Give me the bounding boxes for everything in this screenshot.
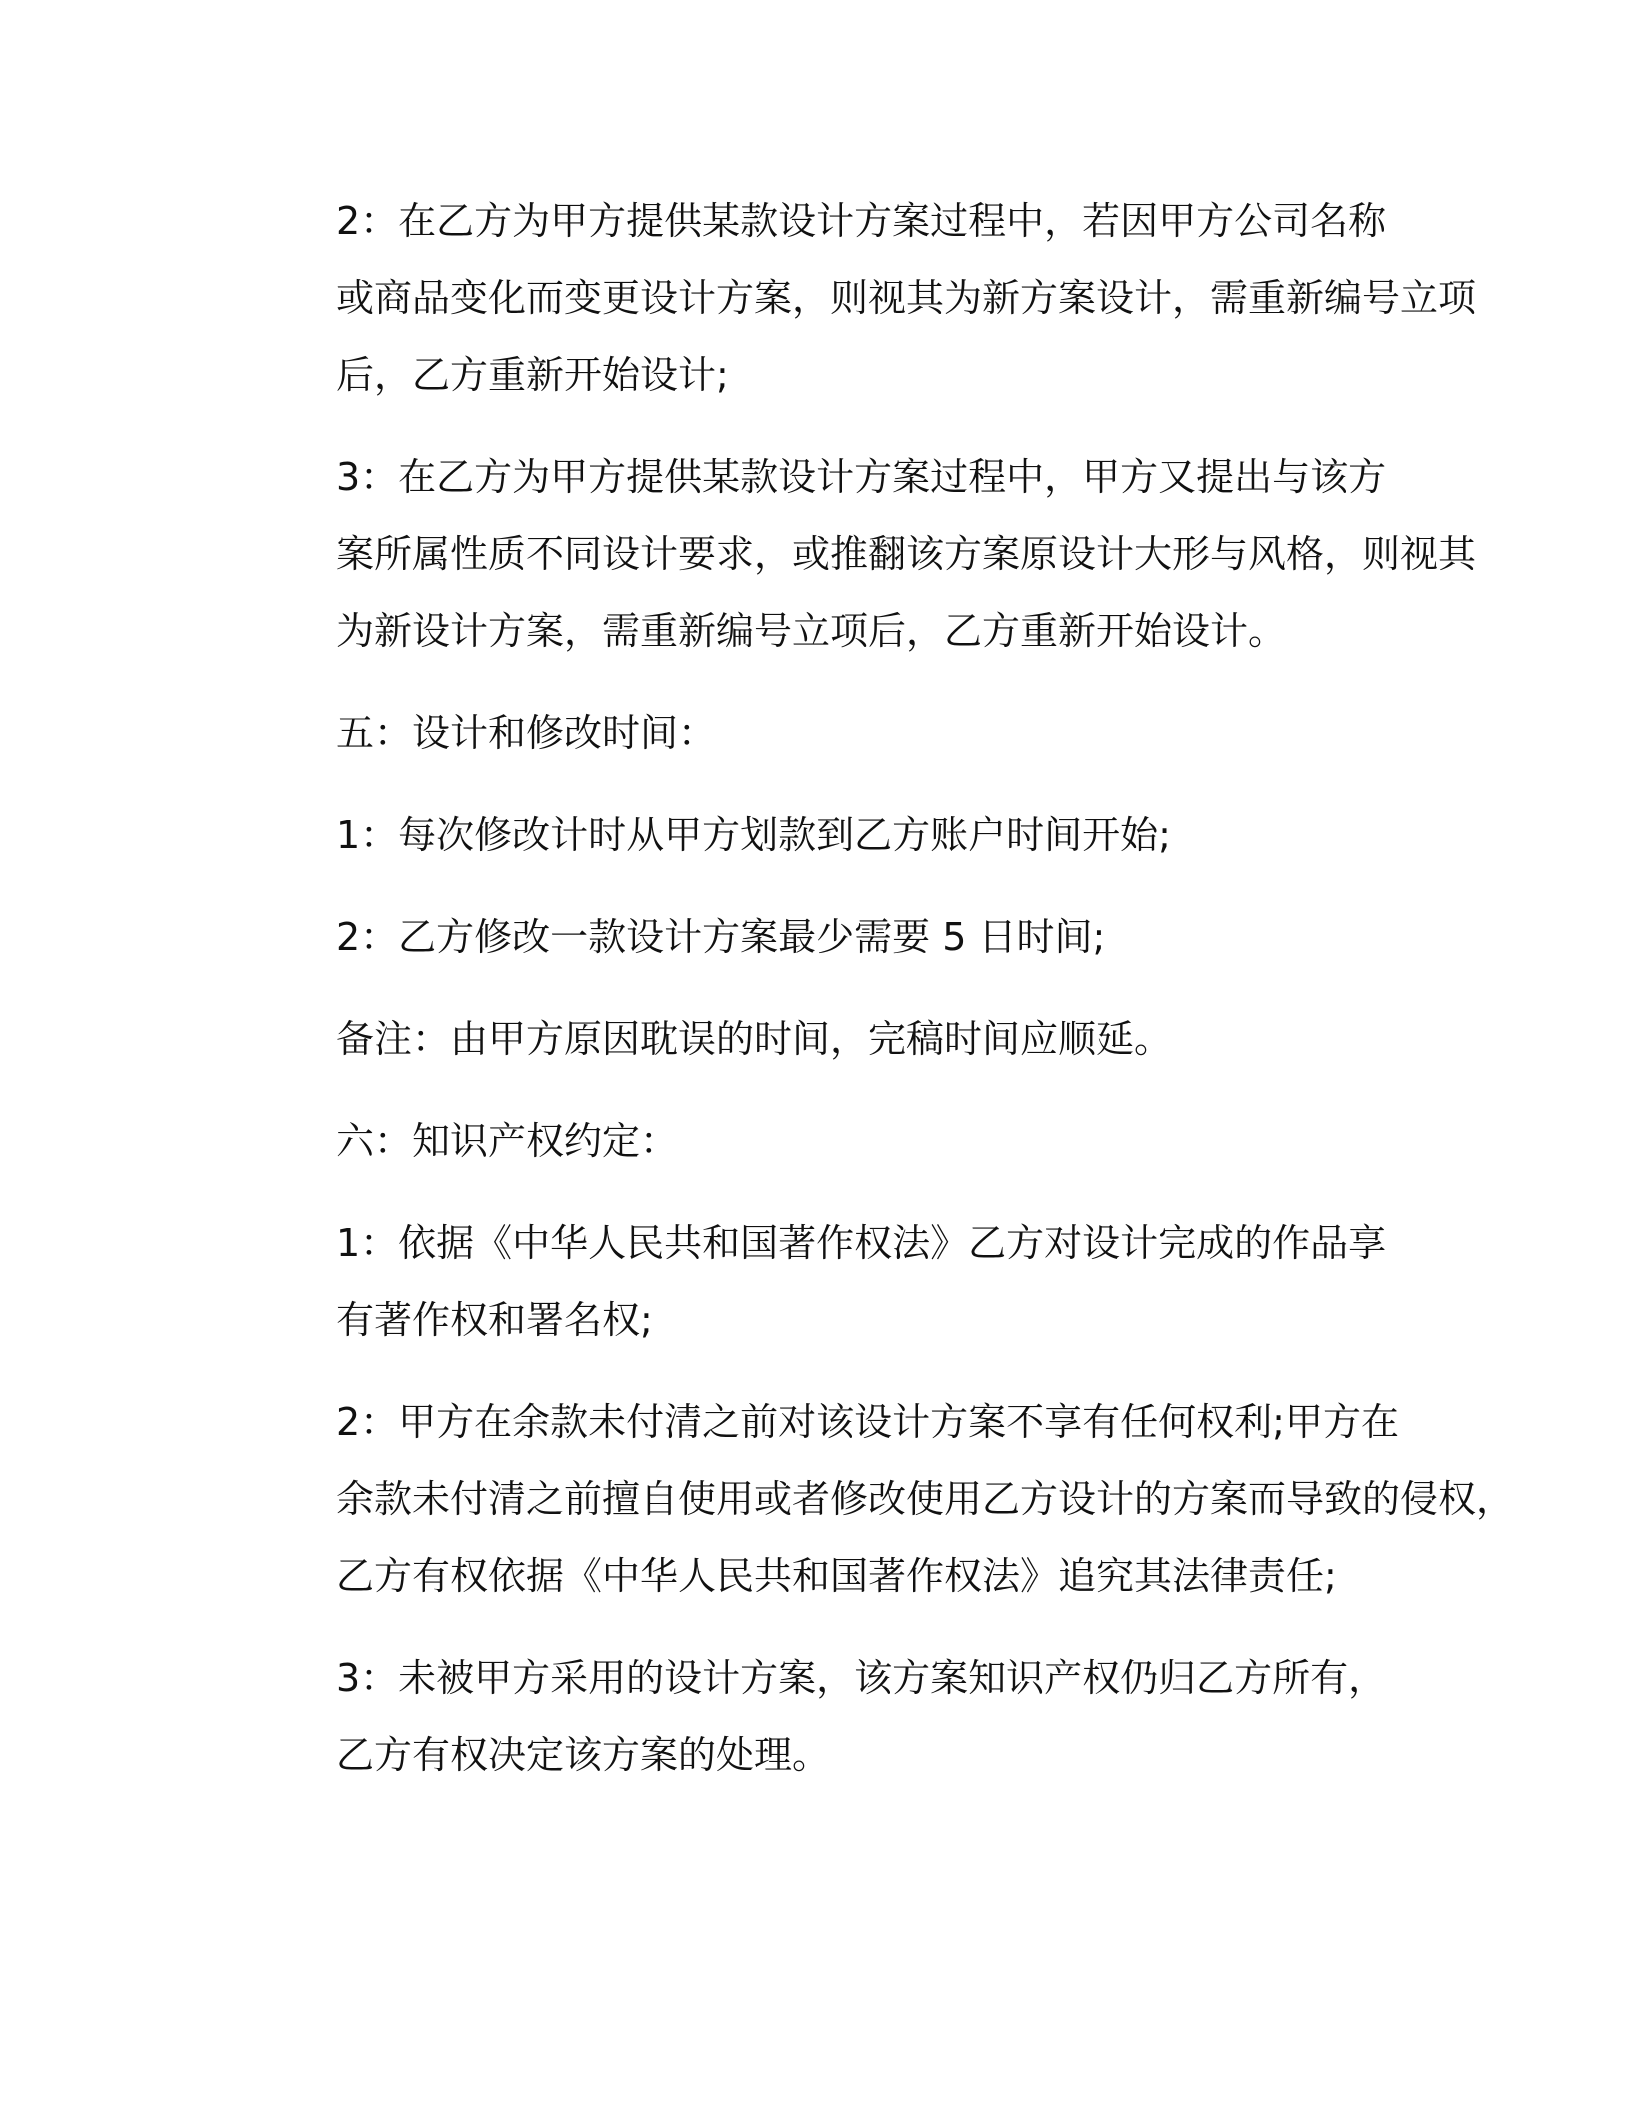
text-line: 六：知识产权约定： <box>336 1119 679 1163</box>
text-line: 乙方有权依据《中华人民共和国著作权法》追究其法律责任; <box>336 1554 1337 1598</box>
section-heading-6 <box>240 1103 1374 1180</box>
clause-5-note <box>240 1001 1374 1078</box>
text-line: 3：未被甲方采用的设计方案，该方案知识产权仍归乙方所有， <box>336 1656 1387 1700</box>
text-line: 余款未付清之前擅自使用或者修改使用乙方设计的方案而导致的侵权， <box>336 1477 1515 1521</box>
text-line: 1：每次修改计时从甲方划款到乙方账户时间开始; <box>336 813 1171 857</box>
text-line: 2：甲方在余款未付清之前对该设计方案不享有任何权利;甲方在 <box>336 1400 1399 1444</box>
text-line: 备注：由甲方原因耽误的时间，完稿时间应顺延。 <box>336 1017 1173 1061</box>
clause-4-2 <box>240 183 1477 414</box>
clause-5-1 <box>240 797 1374 874</box>
clause-6-3 <box>240 1640 1387 1794</box>
clause-6-2 <box>240 1384 1515 1615</box>
text-line: 或商品变化而变更设计方案，则视其为新方案设计，需重新编号立项 <box>336 276 1477 320</box>
text-line: 为新设计方案，需重新编号立项后，乙方重新开始设计。 <box>336 609 1287 653</box>
text-line: 有著作权和署名权; <box>336 1298 653 1342</box>
text-line: 3：在乙方为甲方提供某款设计方案过程中，甲方又提出与该方 <box>336 455 1387 499</box>
clause-4-3 <box>240 439 1477 670</box>
text-line: 乙方有权决定该方案的处理。 <box>336 1733 831 1777</box>
text-line: 2：在乙方为甲方提供某款设计方案过程中，若因甲方公司名称 <box>336 199 1387 243</box>
section-heading-5 <box>240 695 1374 772</box>
text-line: 2：乙方修改一款设计方案最少需要 5 日时间; <box>336 915 1106 959</box>
text-line: 后，乙方重新开始设计; <box>336 353 729 397</box>
clause-6-1 <box>240 1205 1387 1359</box>
text-line: 五：设计和修改时间： <box>336 711 717 755</box>
clause-5-2 <box>240 899 1374 976</box>
document-page <box>240 183 1515 1819</box>
text-line: 案所属性质不同设计要求，或推翻该方案原设计大形与风格，则视其 <box>336 532 1477 576</box>
text-line: 1：依据《中华人民共和国著作权法》乙方对设计完成的作品享 <box>336 1221 1387 1265</box>
